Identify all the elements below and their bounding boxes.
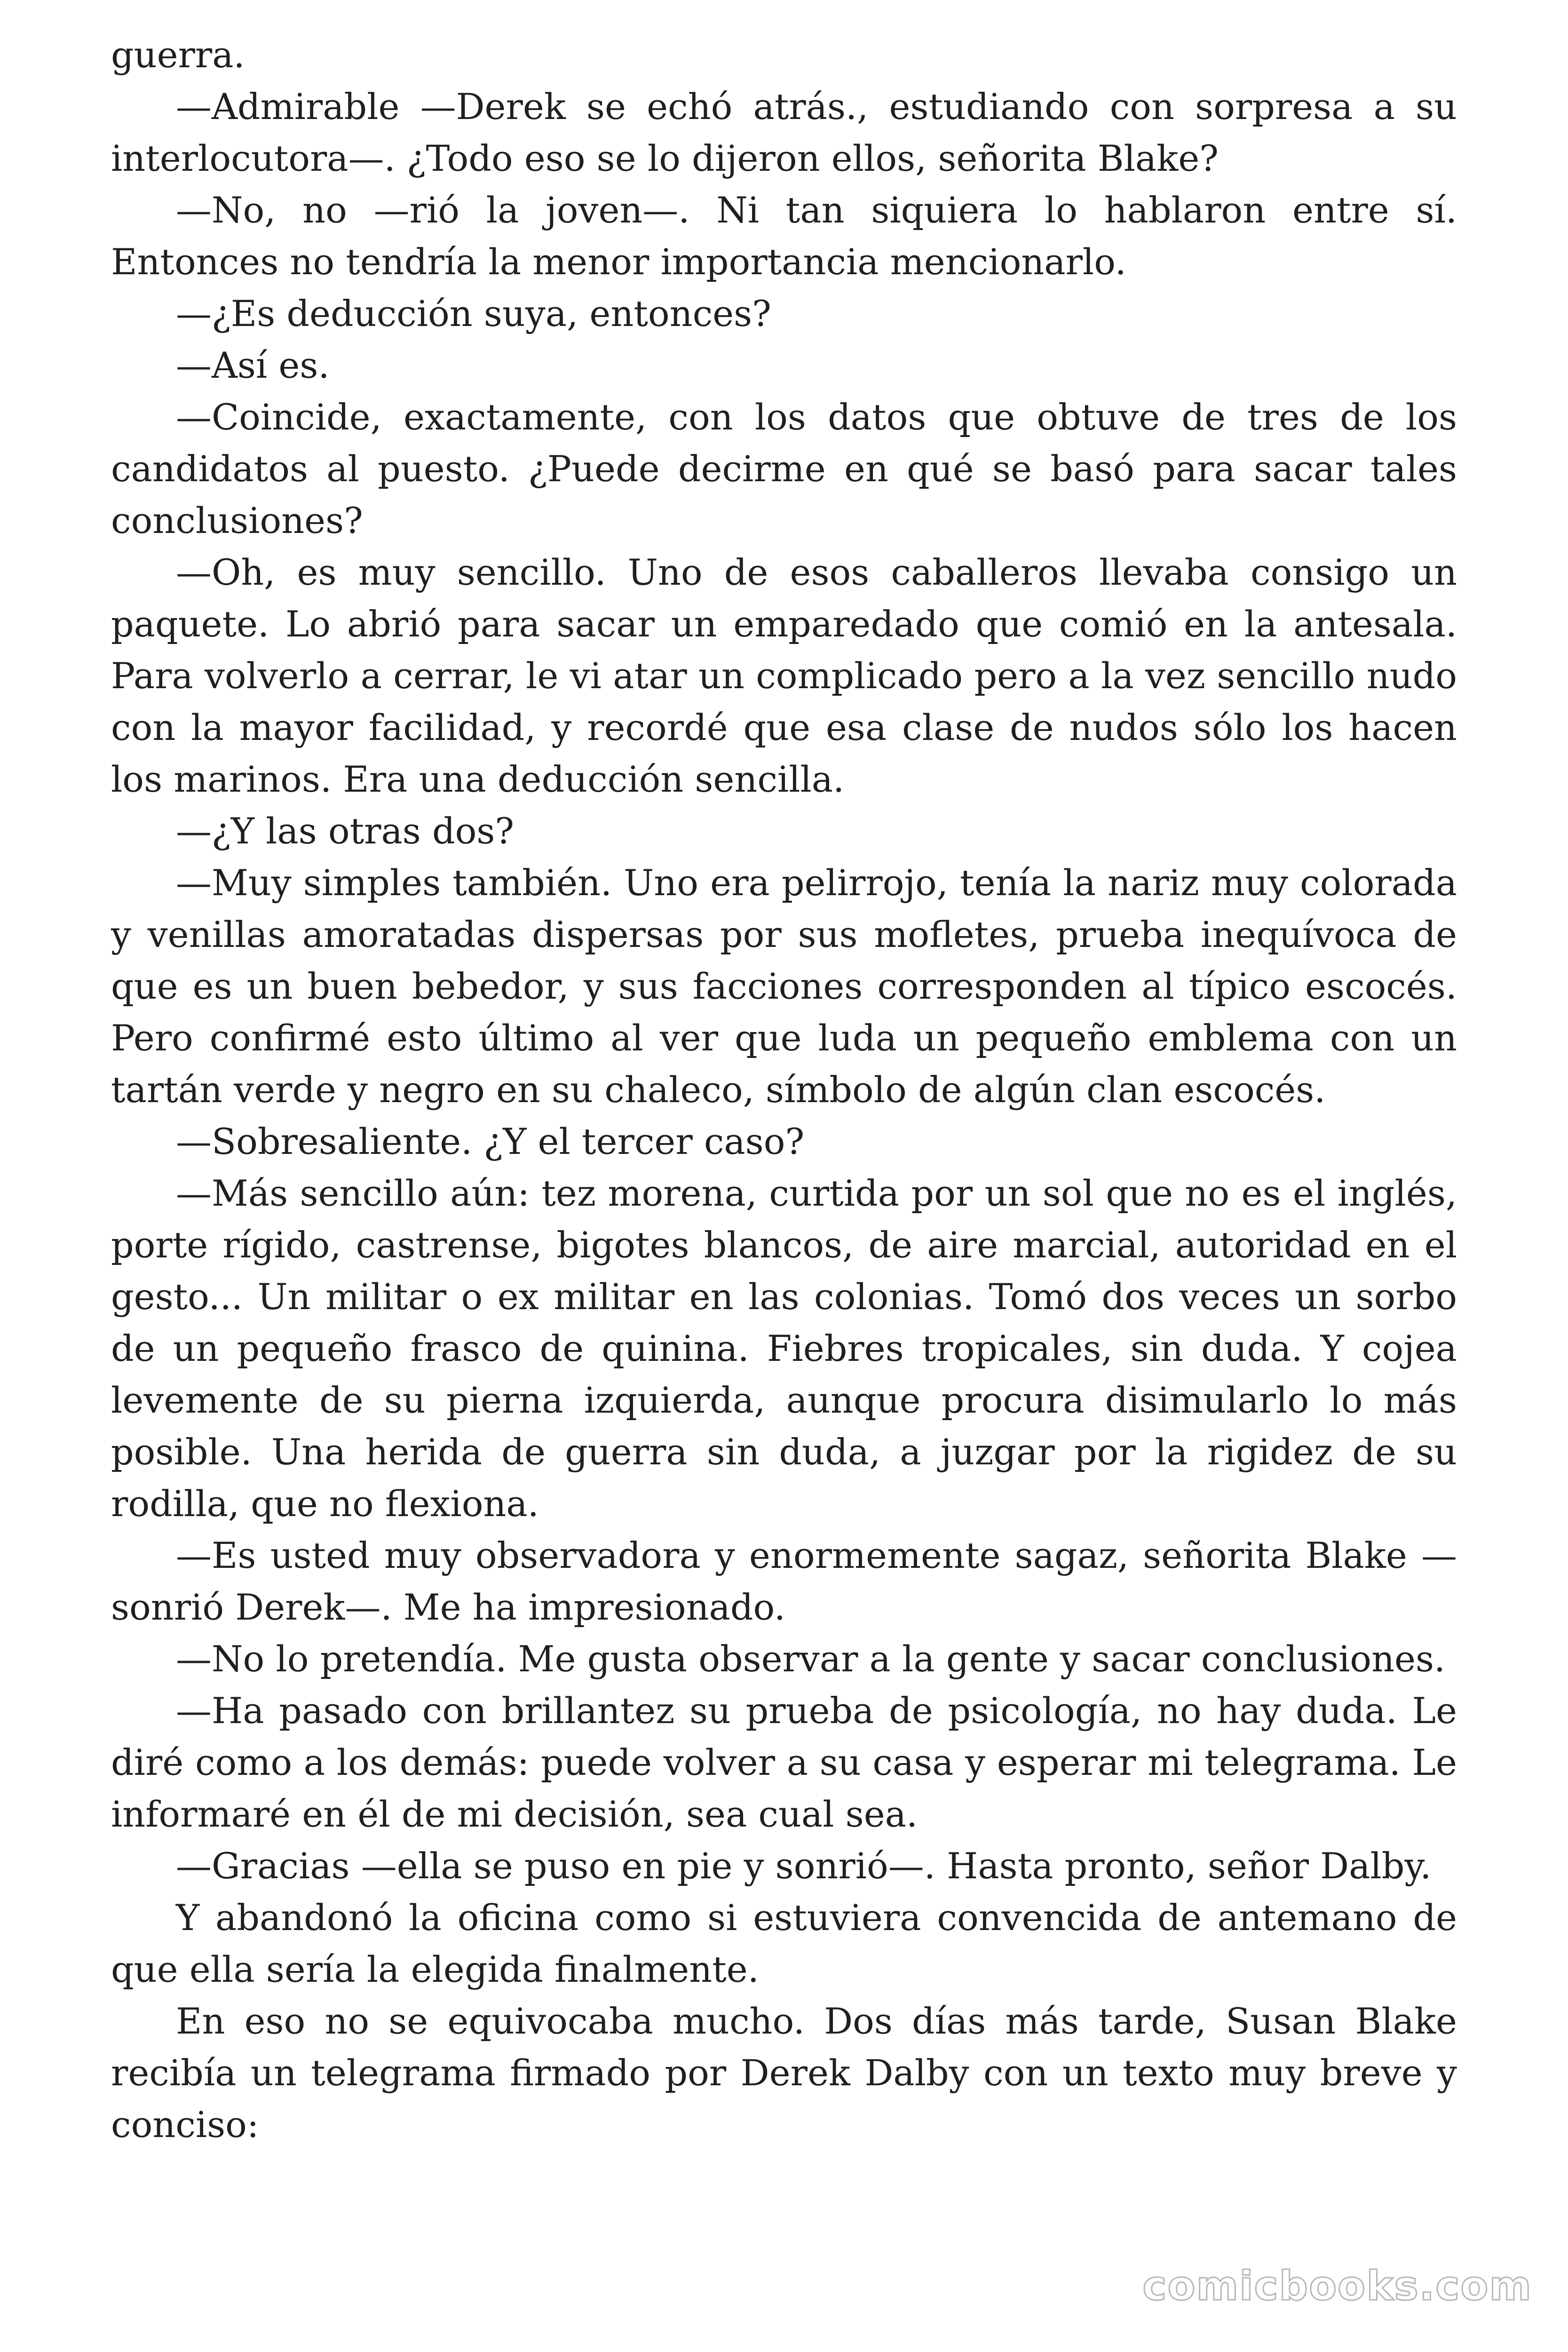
paragraph: —No lo pretendía. Me gusta observar a la gente y sacar conclusiones. xyxy=(176,1638,1446,1680)
paragraph: —Más sencillo aún: tez morena, curtida por un sol que no es el inglés, porte rígido, castrense, bigotes blancos, de aire marcial, autoridad en el gesto... Un militar o ex militar en las colonias. Tomó dos veces un sorbo de un pequeño frasco de quinina. Fiebres tropicales, sin duda. Y cojea levemente de su pierna izquierda, aunque procura disimularlo lo más posible. Una herida de guerra sin duda, a juzgar por la rigidez de su rodilla, que no flexiona. xyxy=(111,1172,1457,1525)
paragraph: —Coincide, exactamente, con los datos que obtuve de tres de los candidatos al puesto. ¿Puede decirme en qué se basó para sacar tales conclusiones? xyxy=(111,396,1457,541)
paragraph: —¿Y las otras dos? xyxy=(176,810,515,852)
page-text-body xyxy=(111,29,1457,2151)
paragraph: —Sobresaliente. ¿Y el tercer caso? xyxy=(176,1120,805,1162)
paragraph: —Gracias —ella se puso en pie y sonrió—. Hasta pronto, señor Dalby. xyxy=(176,1845,1432,1887)
paragraph: —Admirable —Derek se echó atrás., estudiando con sorpresa a su interlocutora—. ¿Todo eso se lo dijeron ellos, señorita Blake? xyxy=(111,86,1457,179)
paragraph: —Así es. xyxy=(176,344,330,386)
paragraph: —Oh, es muy sencillo. Uno de esos caballeros llevaba consigo un paquete. Lo abrió para sacar un emparedado que comió en la antesala. Para volverlo a cerrar, le vi atar un complicado pero a la vez sencillo nudo con la mayor facilidad, y recordé que esa clase de nudos sólo los hacen los marinos. Era una deducción sencilla. xyxy=(111,551,1457,800)
paragraph: En eso no se equivocaba mucho. Dos días más tarde, Susan Blake recibía un telegrama firmado por Derek Dalby con un texto muy breve y conciso: xyxy=(111,2000,1457,2145)
paragraph: —Ha pasado con brillantez su prueba de psicología, no hay duda. Le diré como a los demás: puede volver a su casa y esperar mi telegrama. Le informaré en él de mi decisión, sea cual sea. xyxy=(111,1690,1457,1835)
paragraph: —No, no —rió la joven—. Ni tan siquiera lo hablaron entre sí. Entonces no tendría la menor importancia mencionarlo. xyxy=(111,189,1457,283)
paragraph: Y abandonó la oficina como si estuviera convencida de antemano de que ella sería la elegida finalmente. xyxy=(111,1897,1457,1990)
paragraph: —¿Es deducción suya, entonces? xyxy=(176,293,771,334)
paragraph: guerra. xyxy=(111,34,245,76)
paragraph: —Es usted muy observadora y enormemente sagaz, señorita Blake —sonrió Derek—. Me ha impresionado. xyxy=(111,1534,1457,1628)
watermark-logo: comicbooks.com xyxy=(1142,2263,1532,2310)
paragraph: —Muy simples también. Uno era pelirrojo, tenía la nariz muy colorada y venillas amoratadas dispersas por sus mofletes, prueba inequívoca de que es un buen bebedor, y sus facciones corresponden al típico escocés. Pero confirmé esto último al ver que luda un pequeño emblema con un tartán verde y negro en su chaleco, símbolo de algún clan escocés. xyxy=(111,862,1457,1111)
